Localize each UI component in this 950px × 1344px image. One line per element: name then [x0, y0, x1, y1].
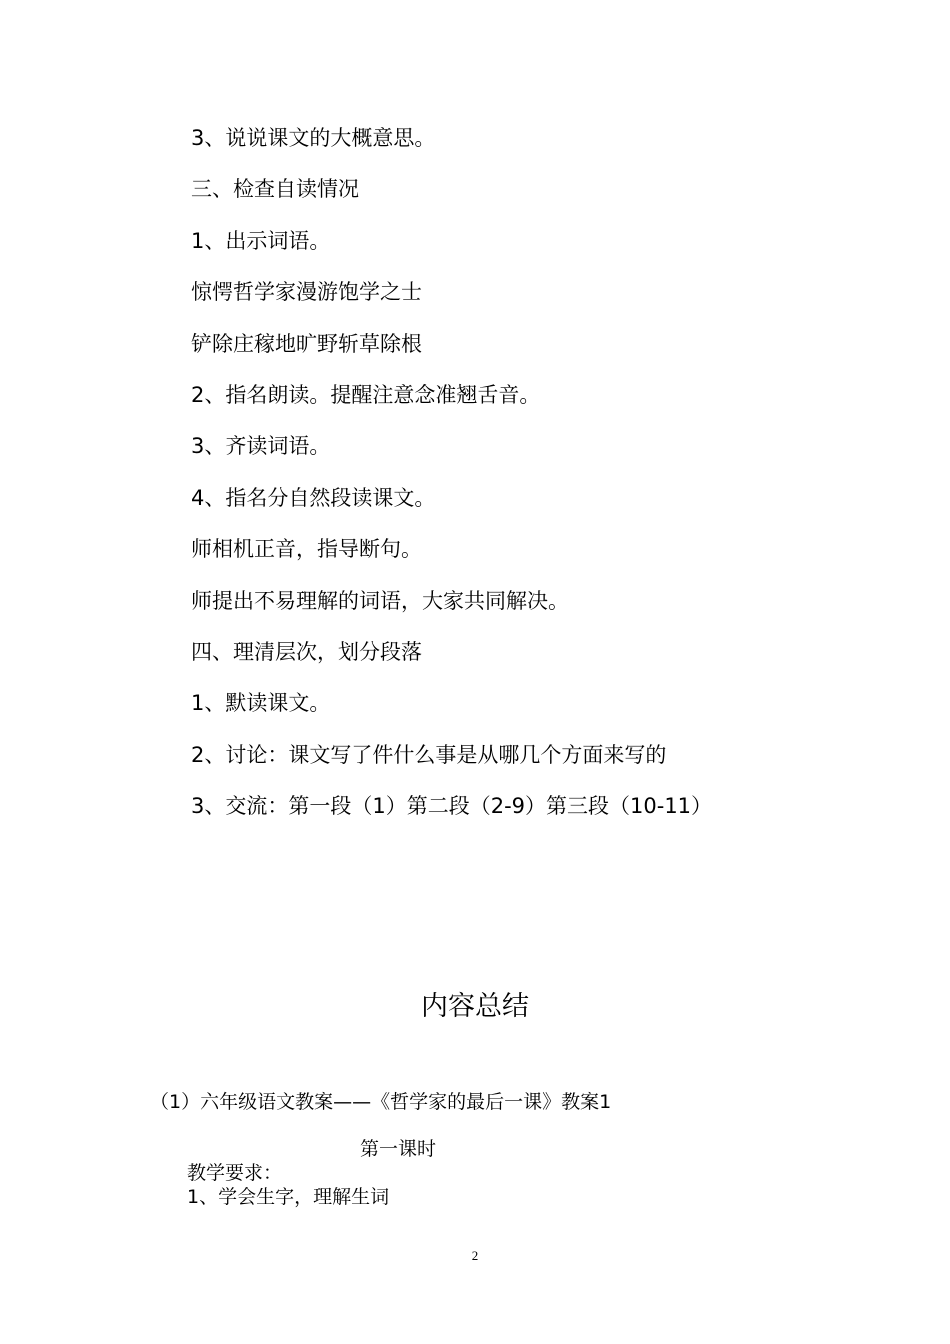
body-line-9: 师相机正音，指导断句。 [191, 537, 422, 561]
vocab-line-2: 铲除庄稼地旷野斩草除根 [191, 332, 422, 356]
section-heading-3: 三、检查自读情况 [191, 177, 359, 201]
page-number: 2 [471, 1248, 479, 1263]
section-heading-4: 四、理清层次，划分段落 [191, 640, 422, 664]
body-line-13: 2、讨论：课文写了件什么事是从哪几个方面来写的 [191, 743, 667, 767]
summary-title: 内容总结 [421, 991, 529, 1022]
body-line-12: 1、默读课文。 [191, 691, 331, 715]
requirements-label: 教学要求： [187, 1162, 283, 1184]
body-line-7: 3、齐读词语。 [191, 434, 331, 458]
vocab-line-1: 惊愕哲学家漫游饱学之士 [191, 280, 422, 304]
body-line-14: 3、交流：第一段（1）第二段（2-9）第三段（10-11） [191, 794, 713, 818]
body-line-3: 1、出示词语。 [191, 229, 331, 253]
body-line-1: 3、说说课文的大概意思。 [191, 126, 436, 150]
body-line-10: 师提出不易理解的词语，大家共同解决。 [191, 589, 569, 613]
requirement-1: 1、学会生字，理解生词 [187, 1186, 390, 1208]
summary-item: （1）六年级语文教案——《哲学家的最后一课》教案1 [150, 1091, 612, 1113]
lesson-title: 第一课时 [360, 1138, 437, 1160]
body-line-8: 4、指名分自然段读课文。 [191, 486, 436, 510]
body-line-6: 2、指名朗读。提醒注意念准翘舌音。 [191, 383, 541, 407]
